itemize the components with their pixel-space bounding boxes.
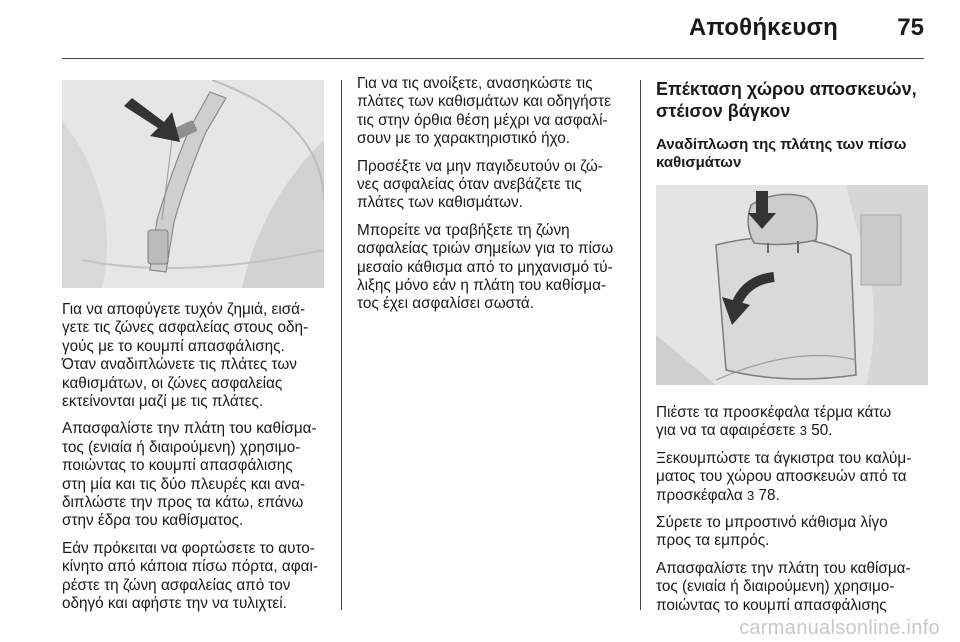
page-reference[interactable]: 50. xyxy=(811,422,833,440)
column-2-paragraph: Μπορείτε να τραβήξετε τη ζώνη ασφαλείας τριών σημείων για το πίσω μεσαίο κάθισμα από το μηχανισμό τύ- λιξης μόνο εάν η πλάτη του καθίσμα- τος έχει ασφαλίσει σωστά. xyxy=(357,221,614,313)
page-reference[interactable]: 78. xyxy=(758,486,780,504)
seatbelt-drawing xyxy=(62,80,324,288)
column-1-text xyxy=(62,301,340,623)
column-3-paragraph xyxy=(656,404,936,441)
column-1-paragraph: Απασφαλίστε την πλάτη του καθίσμα- τος (ενιαία ή διαιρούμενη) χρησιμο- ποιώντας το κουμπί απασφάλισης στη μία και τις δύο πλευρές και ανα- διπλώστε την προς τα κάτω, επάνω στην έδρα του καθίσματος. xyxy=(62,420,317,530)
column-2-paragraph: Για να τις ανοίξετε, ανασηκώστε τις πλάτες των καθισμάτων και οδηγήστε τις στην όρθια θέση μέχρι να ασφαλί- σουν με το χαρακτηριστικό ήχο. xyxy=(357,75,611,148)
column-3-paragraph: Σύρετε το μπροστινό κάθισμα λίγο προς τα εμπρός. xyxy=(656,514,888,550)
sub-heading: Αναδίπλωση της πλάτης των πίσω καθισμάτων xyxy=(656,136,907,171)
column-divider-1 xyxy=(341,80,342,610)
column-3-paragraph xyxy=(656,450,936,505)
column-3-text xyxy=(656,78,931,172)
column-1-paragraph: Για να αποφύγετε τυχόν ζημιά, εισά- γετε τις ζώνες ασφαλείας στους οδη- γούς με το κουμπί απασφάλισης. Όταν αναδιπλώνετε τις πλάτες των καθισμάτων, οι ζώνες ασφαλείας εκτείνονται μαζί με τις πλάτες. xyxy=(62,301,309,411)
column-2-paragraph: Προσέξτε να μην παγιδευτούν οι ζώ- νες ασφαλείας όταν ανεβάζετε τις πλάτες των καθισμάτων. xyxy=(357,157,603,212)
watermark: carmanualsonline.info xyxy=(739,617,940,639)
page-number: 75 xyxy=(897,14,924,41)
column-2-text xyxy=(357,75,635,323)
section-heading: Επέκταση χώρου αποσκευών, στέισον βάγκον xyxy=(656,79,917,121)
seat-fold-drawing xyxy=(656,185,928,385)
header-rule xyxy=(62,58,924,59)
column-3-body xyxy=(656,404,936,624)
column-1-paragraph: Εάν πρόκειται να φορτώσετε το αυτο- κίνητο από κάποια πίσω πόρτα, αφαι- ρέστε τη ζώνη ασφαλείας από τον οδηγό και αφήστε την να τυλιχτεί. xyxy=(62,539,318,613)
seatbelt-illustration xyxy=(62,80,324,288)
page-title: Αποθήκευση xyxy=(688,14,838,41)
column-divider-2 xyxy=(640,80,641,610)
seat-fold-illustration xyxy=(656,185,928,385)
page-reference-arrow-icon: 3 xyxy=(746,487,755,503)
page-reference-arrow-icon: 3 xyxy=(799,423,807,439)
instruction-text: Ξεκουμπώστε τα άγκιστρα του καλύμ- ματος του χώρου αποσκευών από τα προσκέφαλα xyxy=(656,449,912,504)
instruction-text: Πιέστε τα προσκέφαλα τέρμα κάτω για να τα αφαιρέσετε xyxy=(656,404,892,440)
column-3-paragraph: Απασφαλίστε την πλάτη του καθίσμα- τος (ενιαία ή διαιρούμενη) χρησιμο- ποιώντας το κουμπί απασφάλισης xyxy=(656,559,911,614)
